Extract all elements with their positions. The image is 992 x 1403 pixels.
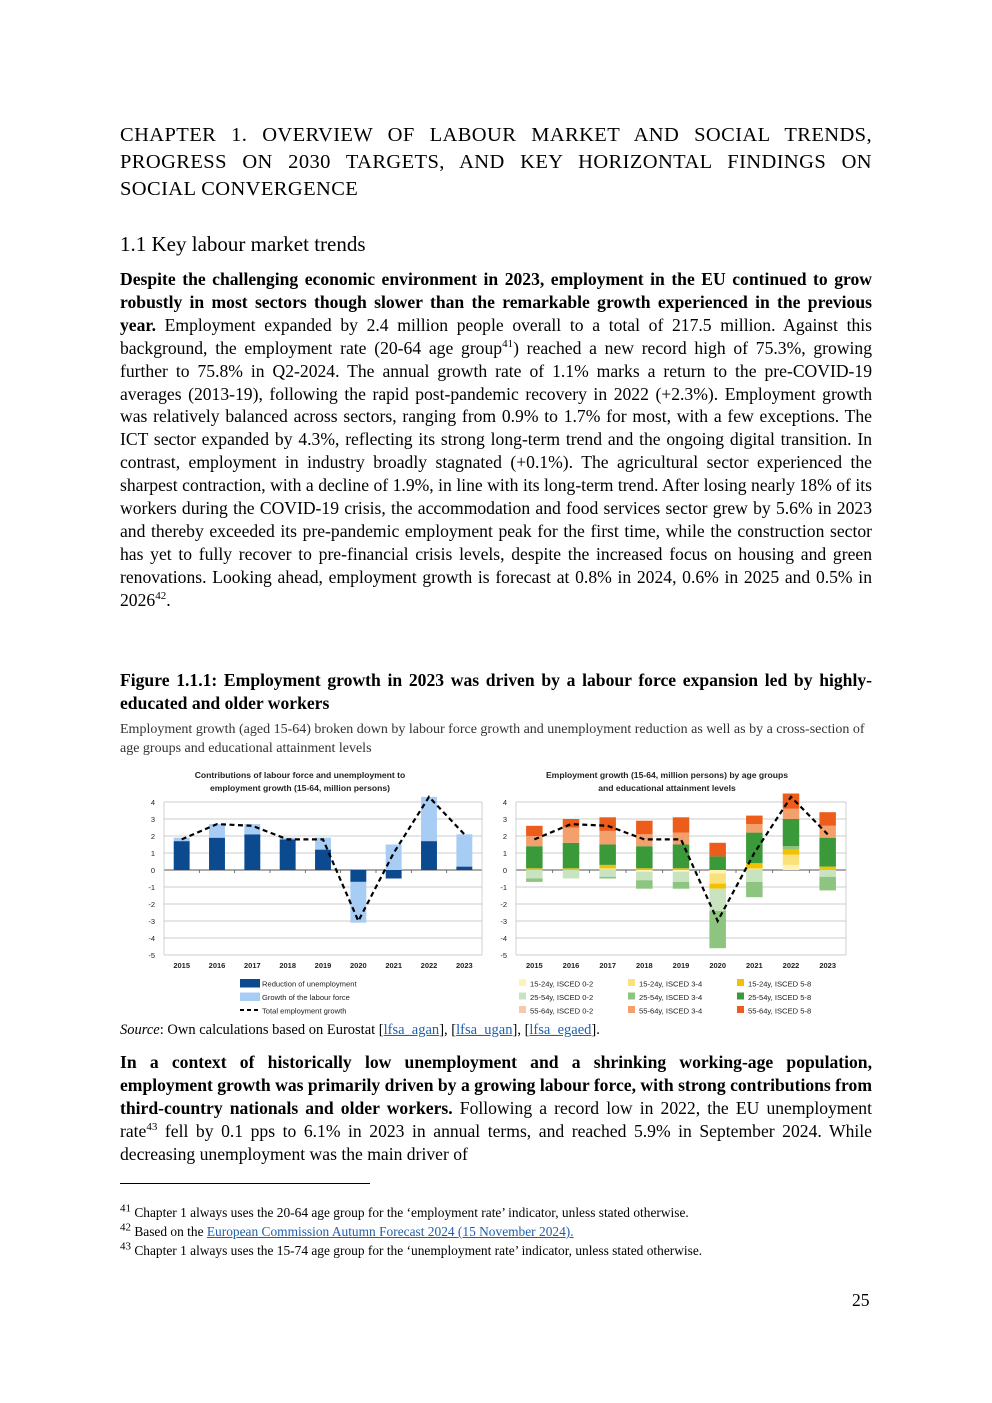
source-sep-2: ], [: [512, 1022, 530, 1038]
y-tick-label: 4: [150, 798, 155, 807]
legend-swatch: [519, 993, 526, 1000]
bar-segment: [599, 831, 616, 845]
footnote-42-number: 42: [120, 1221, 131, 1234]
figure-charts: [140, 762, 854, 1020]
y-tick-label: 2: [150, 832, 155, 841]
bar-segment: [526, 836, 543, 846]
y-tick-label: 2: [502, 832, 507, 841]
legend-swatch: [628, 1006, 635, 1013]
y-tick-label: -4: [500, 934, 507, 943]
x-tick-label: 2018: [279, 961, 297, 970]
bar-segment: [819, 877, 836, 891]
bar-segment: [280, 839, 296, 870]
legend-label: 15-24y, ISCED 0-2: [530, 979, 594, 989]
chart-title-line-2: employment growth (15-64, million persons): [209, 783, 391, 793]
bar-segment: [174, 841, 190, 870]
bar-segment: [746, 824, 763, 833]
y-tick-label: -1: [148, 883, 155, 892]
bar-segment: [673, 845, 690, 869]
bar-segment: [673, 882, 690, 889]
bar-segment: [599, 865, 616, 868]
bar-segment: [599, 870, 616, 877]
chart-title-line-1: Employment growth (15-64, million persons) by age groups: [545, 770, 789, 780]
bar-segment: [350, 882, 366, 923]
bar-segment: [636, 872, 653, 881]
bar-segment: [746, 868, 763, 870]
y-tick-label: 0: [150, 866, 155, 875]
bar-segment: [456, 867, 472, 870]
section-title: 1.1 Key labour market trends: [120, 232, 366, 256]
chart-labour-force-unemployment: [148, 770, 482, 1016]
bar-segment: [783, 846, 800, 849]
legend-label: 15-24y, ISCED 3-4: [639, 979, 703, 989]
paragraph-1-text-a: Employment expanded by 2.4 million people overall to a total of 217.5 million. Against this background, the employment rate (20-64 age group: [120, 314, 872, 358]
bar-segment: [421, 841, 437, 870]
source-label: Source: [120, 1022, 160, 1038]
legend-label: Growth of the labour force: [262, 993, 350, 1002]
paragraph-1: [120, 268, 872, 612]
legend-label: 15-24y, ISCED 5-8: [748, 979, 812, 989]
source-link-lfsa-egaed[interactable]: lfsa_egaed: [529, 1022, 592, 1038]
paragraph-1-text-c: .: [166, 589, 171, 610]
y-tick-label: -1: [500, 883, 507, 892]
bar-segment: [709, 843, 726, 857]
y-tick-label: -4: [148, 934, 155, 943]
bar-segment: [746, 833, 763, 864]
legend-swatch: [628, 979, 635, 986]
x-tick-label: 2019: [314, 961, 332, 970]
legend-label: Total employment growth: [262, 1006, 347, 1016]
x-tick-label: 2022: [782, 961, 800, 970]
y-tick-label: -3: [148, 917, 155, 926]
y-tick-label: -2: [500, 900, 507, 909]
paragraph-2-text-a: Following a record low in 2022, the EU unemployment rate: [120, 1097, 872, 1141]
bar-segment: [599, 845, 616, 865]
footnote-43: [120, 1242, 880, 1260]
bar-segment: [746, 882, 763, 897]
x-tick-label: 2023: [455, 961, 473, 970]
paragraph-1-lead: Despite the challenging economic environment in 2023, employment in the EU continued to grow robustly in most sectors though slower than the remarkable growth experienced in the previous year.: [120, 269, 872, 335]
bar-segment: [709, 856, 726, 870]
x-tick-label: 2017: [243, 961, 261, 970]
page-number: 25: [852, 1290, 870, 1310]
bar-segment: [783, 809, 800, 819]
source-sep-1: ], [: [439, 1022, 457, 1038]
source-text: : Own calculations based on Eurostat [: [159, 1022, 384, 1038]
bar-segment: [599, 877, 616, 879]
chart-title-line-1: Contributions of labour force and unemployment to: [194, 770, 406, 780]
bar-segment: [783, 850, 800, 855]
footnote-43-number: 43: [120, 1240, 131, 1253]
footnote-divider: [120, 1183, 370, 1184]
paragraph-2-text-b: fell by 0.1 pps to 6.1% in 2023 in annual terms, and reached 5.9% in September 2024. While decreasing unemployment was the main driver of: [120, 1120, 872, 1164]
bar-segment: [526, 846, 543, 868]
footnote-43-text: Chapter 1 always uses the 15-74 age group for the ‘unemployment rate’ indicator, unless stated otherwise.: [131, 1243, 703, 1258]
legend-swatch: [240, 979, 260, 988]
chart-age-education: [500, 770, 846, 1016]
y-tick-label: -5: [500, 951, 507, 960]
bar-segment: [350, 870, 366, 882]
x-tick-label: 2021: [745, 961, 763, 970]
footnote-42-text: Based on the: [131, 1224, 207, 1239]
bar-segment: [599, 868, 616, 870]
x-tick-label: 2020: [349, 961, 367, 970]
bar-segment: [709, 889, 726, 911]
bar-segment: [421, 797, 437, 841]
bar-segment: [563, 819, 580, 828]
x-tick-label: 2017: [599, 961, 617, 970]
y-tick-label: -5: [148, 951, 155, 960]
legend-swatch: [737, 993, 744, 1000]
y-tick-label: 0: [502, 866, 507, 875]
chapter-title: CHAPTER 1. OVERVIEW OF LABOUR MARKET AND SOCIAL TRENDS, PROGRESS ON 2030 TARGETS, AND KEY HORIZONTAL FINDINGS ON SOCIAL CONVERGENCE: [120, 124, 872, 200]
figure-title: Figure 1.1.1: Employment growth in 2023 was driven by a labour force expansion led by highly-educated and older workers: [120, 670, 872, 713]
y-tick-label: 4: [502, 798, 507, 807]
footnote-41: [120, 1204, 880, 1222]
bar-segment: [819, 867, 836, 870]
bar-segment: [315, 850, 331, 870]
x-tick-label: 2016: [562, 961, 580, 970]
legend-swatch: [737, 1006, 744, 1013]
footnote-ref-43[interactable]: 43: [146, 1120, 158, 1133]
bar-segment: [386, 870, 402, 879]
bar-segment: [526, 868, 543, 870]
bar-segment: [783, 865, 800, 870]
x-tick-label: 2018: [635, 961, 653, 970]
paragraph-2: [120, 1051, 872, 1166]
bar-segment: [636, 880, 653, 889]
bar-segment: [456, 834, 472, 866]
x-tick-label: 2020: [709, 961, 727, 970]
bar-segment: [209, 824, 225, 838]
bar-segment: [746, 870, 763, 882]
legend-label: 55-64y, ISCED 5-8: [748, 1006, 812, 1016]
y-tick-label: 3: [502, 815, 507, 824]
x-tick-label: 2021: [385, 961, 403, 970]
y-tick-label: -3: [500, 917, 507, 926]
y-tick-label: 1: [150, 849, 155, 858]
bar-segment: [209, 838, 225, 870]
legend-label: 25-54y, ISCED 0-2: [530, 993, 594, 1002]
bar-segment: [819, 838, 836, 867]
bar-segment: [563, 870, 580, 879]
bar-segment: [526, 870, 543, 879]
x-tick-label: 2019: [672, 961, 690, 970]
bar-segment: [526, 826, 543, 836]
bar-segment: [673, 817, 690, 832]
paragraph-1-text-b: ) reached a new record high of 75.3%, growing further to 75.8% in Q2-2024. The annual growth rate of 1.1% marks a return to the pre-COVID-19 averages (2013-19), following the rapid post-pandemic recovery in 2022 (+2.3%). Employment growth was relatively balanced across sectors, ranging from 0.9% to 1.7% for most, with a few exceptions. The ICT sector expanded by 4.3%, reflecting its strong long-term trend and the ongoing digital transition. In contrast, employment in industry broadly stagnated (+0.1%). The agricultural sector experienced the sharpest contraction, with a decline of 1.9%, in line with its long-term trend. After losing nearly 18% of its workers during the COVID-19 crisis, the accommodation and food services sector grew by 5.6% in 2023 and thereby exceeded its pre-pandemic employment peak for the first time, while the construction sector has yet to fully recover to pre-financial crisis levels, despite the increased focus on housing and green renovations. Looking ahead, employment growth is forecast at 0.8% in 2024, 0.6% in 2025 and 0.5% in 2026: [120, 337, 873, 610]
bar-segment: [709, 873, 726, 883]
bar-segment: [636, 821, 653, 835]
legend-swatch: [519, 1006, 526, 1013]
bar-segment: [673, 868, 690, 870]
x-tick-label: 2015: [173, 961, 191, 970]
footnote-41-text: Chapter 1 always uses the 20-64 age group for the ‘employment rate’ indicator, unless stated otherwise.: [131, 1205, 689, 1220]
chart-title-line-2: and educational attainment levels: [598, 783, 736, 793]
legend-swatch: [519, 979, 526, 986]
source-end: ].: [591, 1022, 600, 1038]
legend-label: 55-64y, ISCED 3-4: [639, 1006, 703, 1016]
legend-label: Reduction of unemployment: [262, 979, 357, 989]
x-tick-label: 2023: [819, 961, 837, 970]
bar-segment: [783, 819, 800, 846]
legend-swatch: [628, 993, 635, 1000]
bar-segment: [673, 872, 690, 882]
x-tick-label: 2016: [208, 961, 226, 970]
figure-source: [120, 1022, 600, 1039]
bar-segment: [636, 870, 653, 872]
x-tick-label: 2022: [420, 961, 438, 970]
bar-segment: [783, 855, 800, 865]
bar-segment: [673, 870, 690, 872]
bar-segment: [244, 834, 260, 870]
footnote-41-number: 41: [120, 1202, 131, 1215]
bar-segment: [709, 870, 726, 873]
bar-segment: [563, 828, 580, 843]
bar-segment: [709, 911, 726, 948]
y-tick-label: 3: [150, 815, 155, 824]
bar-segment: [526, 879, 543, 882]
footnote-42-link[interactable]: European Commission Autumn Forecast 2024 (15 November 2024).: [206, 1224, 574, 1239]
legend-swatch: [737, 979, 744, 986]
legend-swatch: [240, 993, 260, 1002]
bar-segment: [746, 816, 763, 825]
figure-subtitle: Employment growth (aged 15-64) broken down by labour force growth and unemployment reduction as well as by a cross-section of age groups and educational attainment levels: [120, 722, 865, 756]
paragraph-2-lead: In a context of historically low unemployment and a shrinking working-age population, employment growth was primarily driven by a growing labour force, with strong contributions from third-country nationals and older workers.: [120, 1052, 872, 1118]
legend-label: 25-54y, ISCED 3-4: [639, 993, 703, 1002]
bar-segment: [599, 817, 616, 831]
bar-segment: [386, 845, 402, 871]
y-tick-label: 1: [502, 849, 507, 858]
bar-segment: [563, 843, 580, 869]
footnote-42: [120, 1223, 880, 1241]
bar-segment: [563, 868, 580, 870]
bar-segment: [819, 870, 836, 877]
source-link-lfsa-agan[interactable]: lfsa_agan: [383, 1022, 440, 1038]
bar-segment: [709, 884, 726, 889]
legend-label: 25-54y, ISCED 5-8: [748, 993, 812, 1002]
x-tick-label: 2015: [525, 961, 543, 970]
bar-segment: [636, 846, 653, 868]
bar-segment: [819, 812, 836, 826]
legend-label: 55-64y, ISCED 0-2: [530, 1006, 594, 1016]
bar-segment: [636, 868, 653, 870]
footnote-ref-41[interactable]: 41: [502, 337, 514, 350]
footnote-ref-42[interactable]: 42: [155, 589, 167, 602]
source-link-lfsa-ugan[interactable]: lfsa_ugan: [456, 1022, 513, 1038]
y-tick-label: -2: [148, 900, 155, 909]
